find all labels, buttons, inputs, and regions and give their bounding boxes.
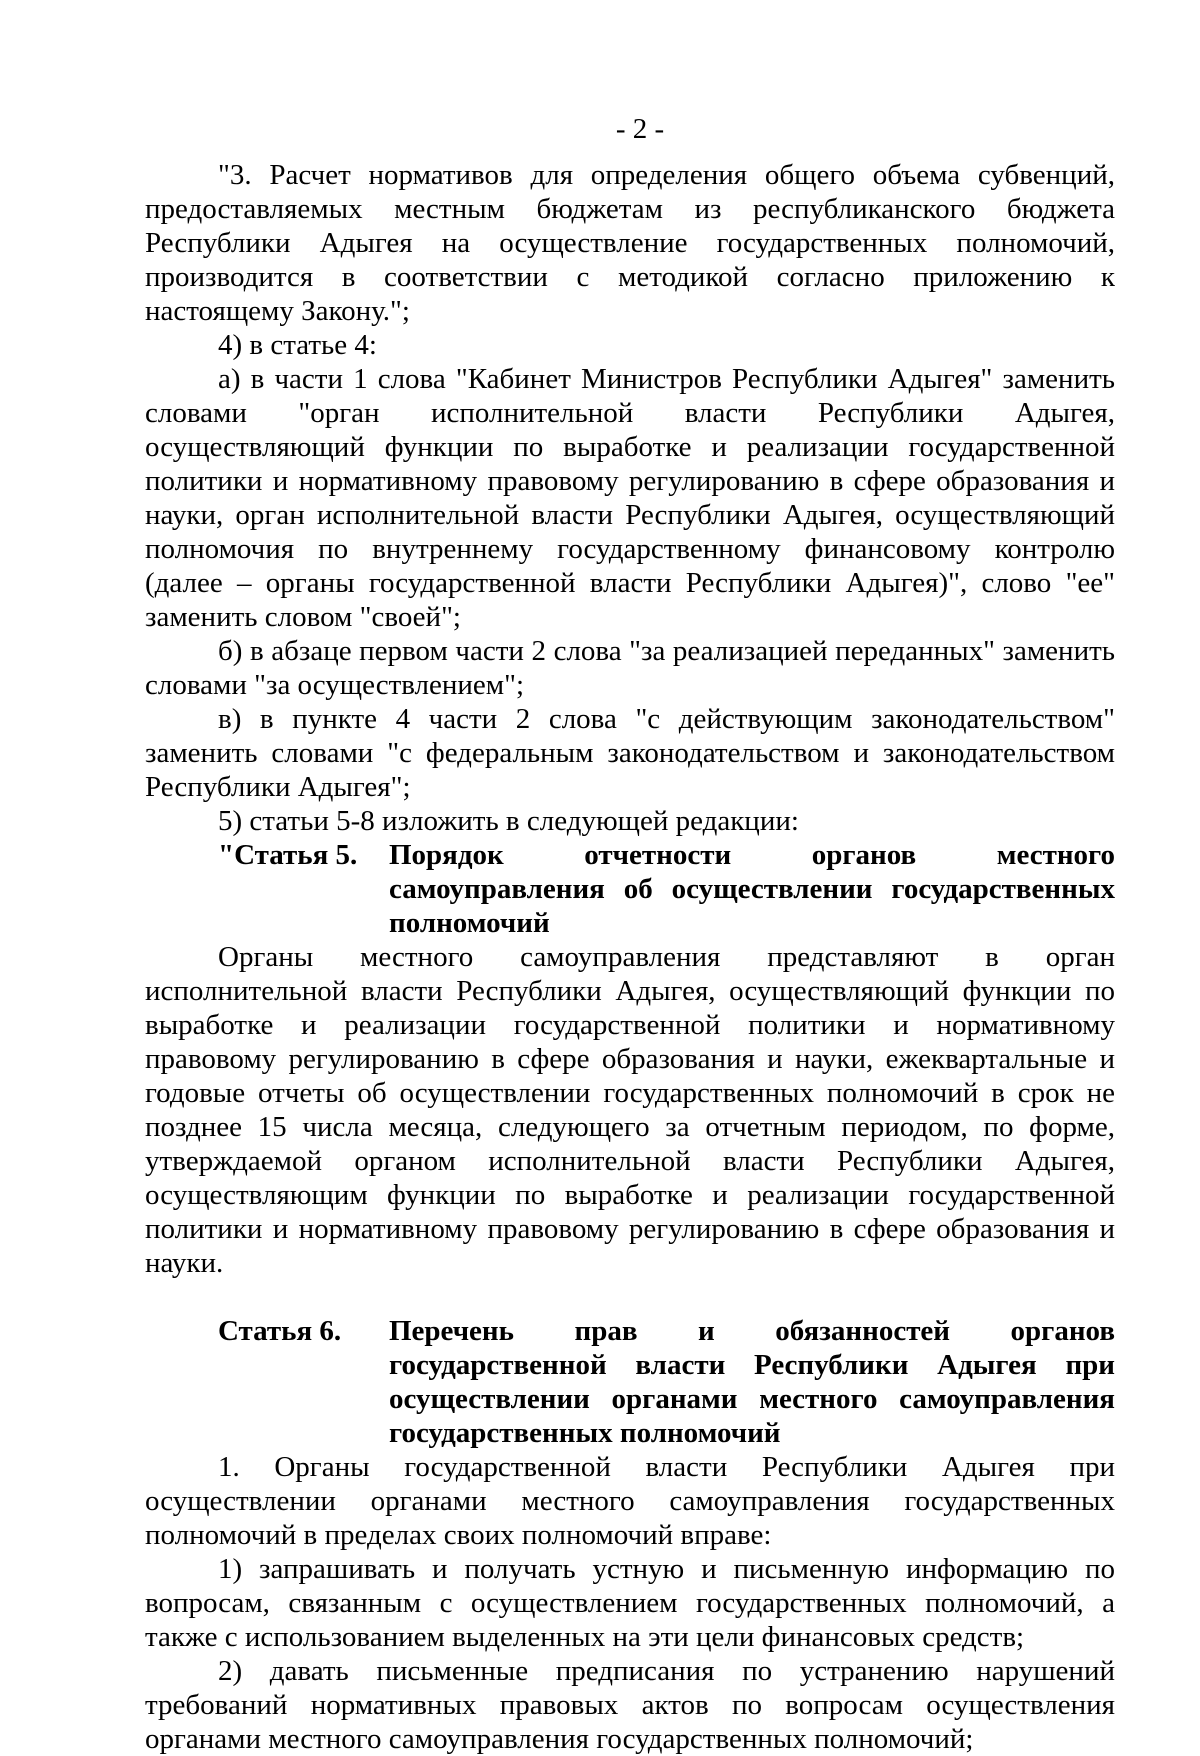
section-spacer (145, 1280, 1115, 1314)
page-number: - 2 - (615, 113, 665, 145)
paragraph-item-4a: а) в части 1 слова "Кабинет Министров Республики Адыгея" заменить словами "орган исполнительной власти Республики Адыгея, осуществляющий функции по выработке и реализации государственной политики и нормативному правовому регулированию в сфере образования и науки, орган исполнительной власти Республики Адыгея, осуществляющий полномочия по внутреннему государственному финансовому контролю (далее – органы государственной власти Республики Адыгея)", слово "ее" заменить словом "своей"; (145, 363, 1115, 633)
article-5-title: Порядок отчетности органов местного самоуправления об осуществлении государственных полномочий (389, 839, 1115, 939)
paragraph-item-4b: б) в абзаце первом части 2 слова "за реализацией переданных" заменить словами "за осуществлением"; (145, 635, 1115, 701)
article-6-paragraph-1: 1. Органы государственной власти Республики Адыгея при осуществлении органами местного самоуправления государственных полномочий в пределах своих полномочий вправе: (145, 1451, 1115, 1551)
article-6-paragraph-3: 2) давать письменные предписания по устранению нарушений требований нормативных правовых актов по вопросам осуществления органами местного самоуправления государственных полномочий; (145, 1655, 1115, 1755)
article-6-title: Перечень прав и обязанностей органов государственной власти Республики Адыгея при осуществлении органами местного самоуправления государственных полномочий (389, 1315, 1115, 1449)
paragraph-item-5: 5) статьи 5-8 изложить в следующей редакции: (218, 805, 799, 837)
article-6-heading (145, 1314, 1115, 1450)
document-page (145, 112, 1115, 1756)
article-5-paragraph: Органы местного самоуправления представляют в орган исполнительной власти Республики Адыгея, осуществляющий функции по выработке и реализации государственной политики и нормативному правовому регулированию в сфере образования и науки, ежеквартальные и годовые отчеты об осуществлении государственных полномочий в срок не позднее 15 числа месяца, следующего за отчетным периодом, по форме, утверждаемой органом исполнительной власти Республики Адыгея, осуществляющим функции по выработке и реализации государственной политики и нормативному правовому регулированию в сфере образования и науки. (145, 941, 1115, 1279)
article-5-number: "Статья 5. (218, 839, 358, 871)
article-6-paragraph-2: 1) запрашивать и получать устную и письменную информацию по вопросам, связанным с осуществлением государственных полномочий, а также с использованием выделенных на эти цели финансовых средств; (145, 1553, 1115, 1653)
paragraph-item-4v: в) в пункте 4 части 2 слова "с действующим законодательством" заменить словами "с федеральным законодательством и законодательством Республики Адыгея"; (145, 703, 1115, 803)
article-6-number: Статья 6. (218, 1315, 342, 1347)
paragraph-norm-calculation: "3. Расчет нормативов для определения общего объема субвенций, предоставляемых местным бюджетам из республиканского бюджета Республики Адыгея на осуществление государственных полномочий, производится в соответствии с методикой согласно приложению к настоящему Закону."; (145, 159, 1115, 327)
article-5-heading (145, 838, 1115, 940)
paragraph-item-4: 4) в статье 4: (218, 329, 377, 361)
